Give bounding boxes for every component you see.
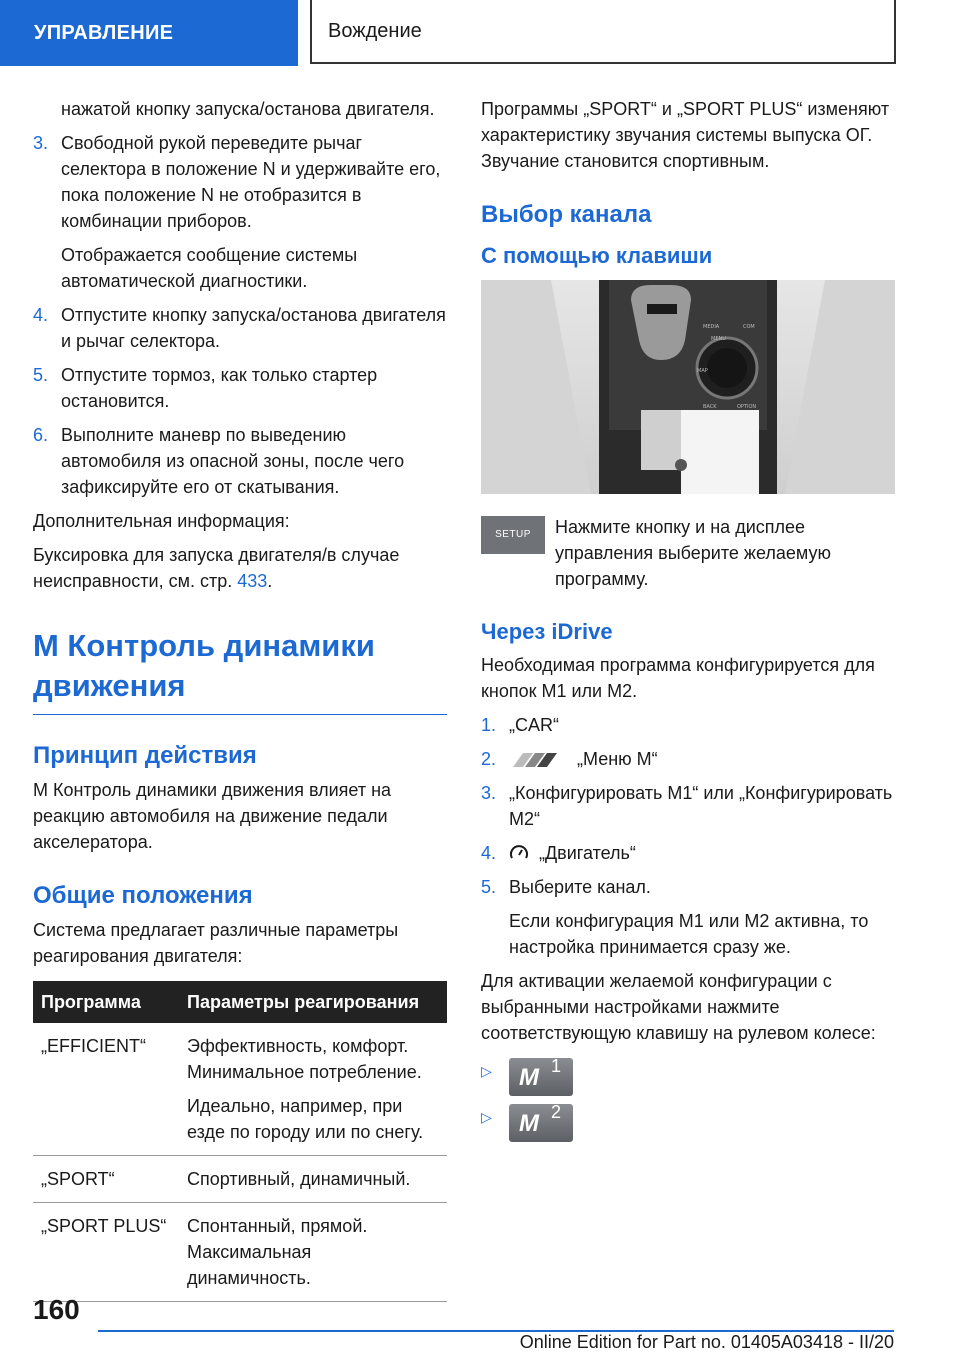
more-info-label: Дополнительная информация:	[33, 511, 290, 531]
page-number: 160	[33, 1294, 80, 1325]
photo-label: COM	[743, 324, 755, 330]
idrive-text: Необходимая программа конфигурируется для кнопок M1 или M2.	[481, 655, 875, 701]
step-text: „Конфигурировать M1“ или „Конфигурировать M2“	[509, 783, 893, 829]
table-cell-program: „SPORT PLUS“	[33, 1203, 179, 1302]
m1-button-icon	[509, 1058, 573, 1096]
triangle-bullet-icon: ▷	[481, 1063, 492, 1079]
step-content	[509, 746, 895, 772]
step-content	[509, 840, 895, 866]
left-column	[33, 96, 447, 1302]
footer-edition: Online Edition for Part no. 01405A03418 - II/20	[519, 1332, 894, 1352]
m-button-number: 1	[551, 1056, 562, 1076]
subsection-general: Общие положения	[33, 882, 253, 909]
photo-label: MENU	[711, 336, 726, 342]
idrive-step-4	[481, 840, 895, 866]
center-console-photo	[481, 280, 895, 494]
step-continuation	[33, 96, 447, 122]
subsection-button: С помощью клавиши	[481, 243, 713, 268]
step-number: 3.	[33, 133, 49, 153]
table-cell-program: „EFFICIENT“	[33, 1023, 179, 1156]
m2-button-icon	[509, 1104, 573, 1142]
step-number: 5.	[481, 877, 497, 897]
idrive-step-3	[481, 780, 895, 832]
table-cell-desc-line: Эффективность, комфорт. Минимальное потребление.	[187, 1036, 422, 1082]
step-text: Отпустите кнопку запуска/останова двигателя и рычаг селектора.	[61, 305, 446, 351]
m-button-number: 2	[551, 1102, 562, 1122]
photo-label: MAP	[697, 368, 708, 374]
table-header-params: Параметры реагирования	[179, 981, 447, 1023]
step-note-text: Если конфигурация M1 или M2 активна, то настройка принимается сразу же.	[509, 911, 869, 957]
header-chapter	[310, 0, 896, 64]
step-3	[33, 130, 447, 234]
triangle-bullet-icon: ▷	[481, 1109, 492, 1125]
step-number: 2.	[481, 749, 497, 769]
towing-page-link[interactable]: 433	[237, 571, 268, 591]
header-section-title: УПРАВЛЕНИЕ	[0, 0, 298, 66]
sport-intro-text: Программы „SPORT“ и „SPORT PLUS“ изменяют характеристику звучания системы выпуска ОГ. Звучание становится спортивным.	[481, 99, 890, 171]
m-button-label: M	[519, 1064, 539, 1091]
table-header-row	[33, 981, 447, 1023]
step-text: „Меню M“	[577, 749, 658, 769]
subsection-channel: Выбор канала	[481, 201, 652, 228]
subsection-principle: Принцип действия	[33, 742, 257, 769]
step-text: „CAR“	[509, 715, 559, 735]
step-continuation-text: нажатой кнопку запуска/останова двигателя.	[61, 99, 435, 119]
setup-text: Нажмите кнопку и на дисплее управления выберите желаемую программу.	[555, 517, 831, 589]
setup-button-icon: SETUP	[481, 516, 545, 554]
header-chapter-title: Вождение	[328, 20, 422, 42]
general-text: Система предлагает различные параметры реагирования двигателя:	[33, 920, 399, 966]
m-button-label: M	[519, 1110, 539, 1137]
photo-label: OPTION	[737, 404, 757, 410]
photo-label: MEDIA	[703, 324, 720, 330]
principle-text: M Контроль динамики движения влияет на реакцию автомобиля на движение педали акселератора.	[33, 780, 392, 852]
program-table	[33, 981, 447, 1302]
step-number: 1.	[481, 715, 497, 735]
step-number: 4.	[33, 305, 49, 325]
step-text: Свободной рукой переведите рычаг селектора в положение N и удерживайте его, пока положение N не отобразится в комбинации приборов.	[61, 133, 441, 231]
towing-reference	[33, 542, 447, 594]
idrive-step-5	[481, 874, 895, 900]
center-console-illustration	[481, 280, 895, 494]
m2-bullet	[481, 1104, 895, 1142]
m1-bullet	[481, 1058, 895, 1096]
table-row	[33, 1156, 447, 1203]
step-text: Отпустите тормоз, как только стартер остановится.	[61, 365, 378, 411]
step-number: 3.	[481, 783, 497, 803]
table-header-program: Программа	[33, 981, 179, 1023]
step-4	[33, 302, 447, 354]
table-cell-desc: Спортивный, динамичный.	[179, 1156, 447, 1203]
subsection-idrive: Через iDrive	[481, 619, 613, 644]
step-text: „Двигатель“	[539, 843, 636, 863]
right-column	[481, 96, 895, 1150]
step-number: 6.	[33, 425, 49, 445]
engine-gauge-icon	[509, 844, 529, 864]
idrive-step-1	[481, 712, 895, 738]
step-3-note	[33, 242, 447, 294]
table-cell-program: „SPORT“	[33, 1156, 179, 1203]
towing-text: Буксировка для запуска двигателя/в случае неисправности, см. стр.	[33, 545, 400, 591]
section-title: M Контроль динамики движения	[33, 626, 447, 715]
activation-text: Для активации желаемой конфигурации с выбранными настройками нажмите соответствующую клавишу на рулевом колесе:	[481, 971, 876, 1043]
setup-instruction	[481, 514, 895, 592]
step-number: 5.	[33, 365, 49, 385]
step-note-text: Отображается сообщение системы автоматической диагностики.	[61, 245, 358, 291]
table-cell-desc-line: Идеально, например, при езде по городу или по снегу.	[187, 1096, 424, 1142]
step-text: Выберите канал.	[509, 877, 651, 897]
idrive-step-2	[481, 746, 895, 772]
table-cell-desc: Спонтанный, прямой. Максимальная динамичность.	[179, 1203, 447, 1302]
table-row	[33, 1023, 447, 1156]
table-row	[33, 1203, 447, 1302]
table-cell-desc	[179, 1023, 447, 1156]
m-stripes-icon	[509, 753, 565, 767]
idrive-step-5-note	[481, 908, 895, 960]
step-text: Выполните маневр по выведению автомобиля из опасной зоны, после чего зафиксируйте его от скатывания.	[61, 425, 405, 497]
step-6	[33, 422, 447, 500]
towing-end: .	[267, 571, 273, 591]
step-number: 4.	[481, 843, 497, 863]
step-5	[33, 362, 447, 414]
photo-label: BACK	[703, 404, 717, 410]
